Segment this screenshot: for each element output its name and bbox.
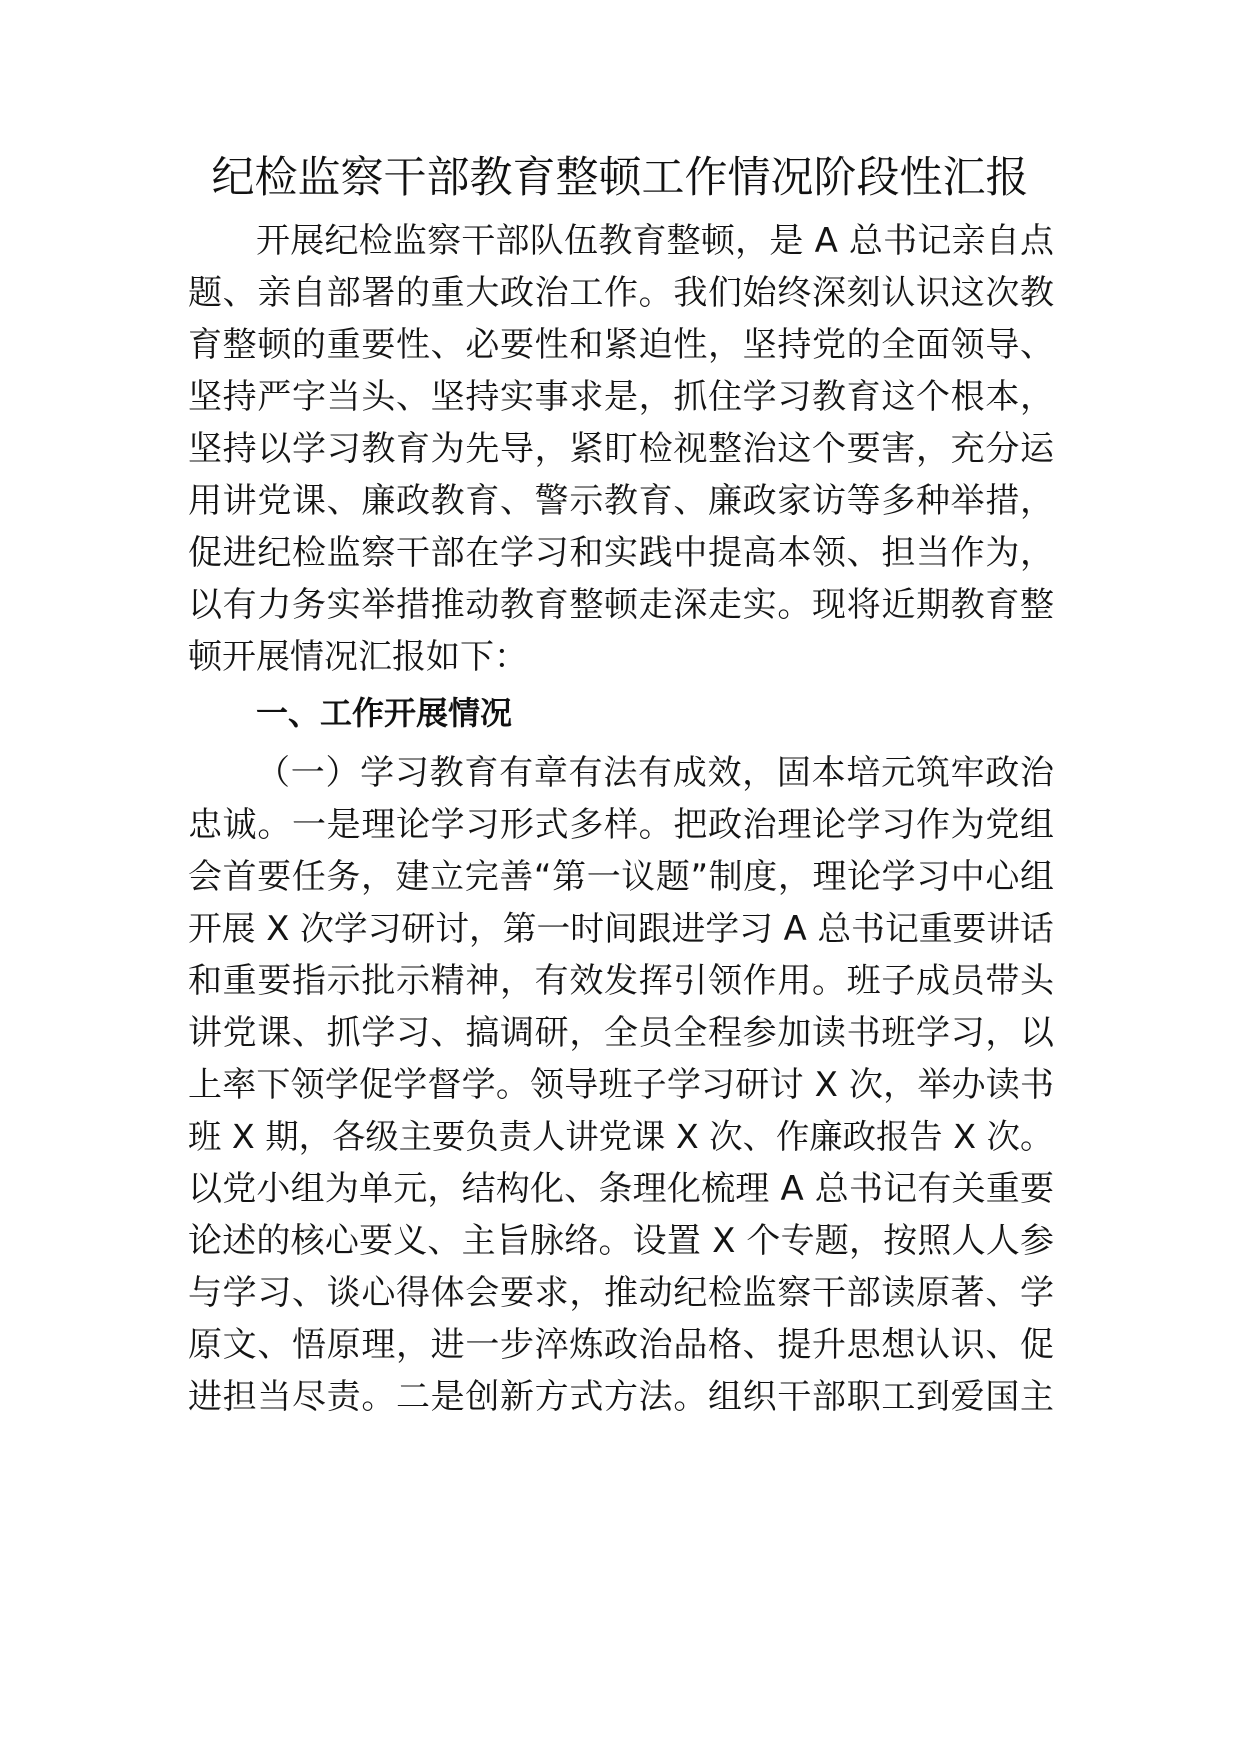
paragraph-line: 开展 X 次学习研讨，第一时间跟进学习 A 总书记重要讲话 [188, 909, 1054, 948]
paragraph-line: （一）学习教育有章有法有成效，固本培元筑牢政治 [256, 753, 1054, 793]
paragraph-line: 和重要指示批示精神，有效发挥引领作用。班子成员带头 [188, 961, 1054, 1001]
paragraph-line: 坚持严字当头、坚持实事求是，抓住学习教育这个根本， [188, 377, 1054, 417]
paragraph-line: 论述的核心要义、主旨脉络。设置 X 个专题，按照人人参 [188, 1221, 1054, 1261]
paragraph-line: 以党小组为单元，结构化、条理化梳理 A 总书记有关重要 [188, 1169, 1054, 1209]
paragraph-line: 班 X 期，各级主要负责人讲党课 X 次、作廉政报告 X 次。 [188, 1117, 1054, 1156]
document-title: 纪检监察干部教育整顿工作情况阶段性汇报 [211, 153, 1029, 203]
paragraph-line: 原文、悟原理，进一步淬炼政治品格、提升思想认识、促 [188, 1325, 1054, 1365]
paragraph-line: 与学习、谈心得体会要求，推动纪检监察干部读原著、学 [188, 1273, 1054, 1313]
paragraph-line: 育整顿的重要性、必要性和紧迫性，坚持党的全面领导、 [188, 325, 1054, 365]
paragraph-line: 讲党课、抓学习、搞调研，全员全程参加读书班学习，以 [188, 1013, 1054, 1053]
paragraph-line: 进担当尽责。二是创新方式方法。组织干部职工到爱国主 [188, 1377, 1054, 1417]
paragraph-line: 开展纪检监察干部队伍教育整顿，是 A 总书记亲自点 [256, 221, 1054, 261]
paragraph-line: 顿开展情况汇报如下： [188, 637, 528, 677]
paragraph-line: 会首要任务，建立完善“第一议题”制度，理论学习中心组 [188, 857, 1054, 897]
paragraph-line: 用讲党课、廉政教育、警示教育、廉政家访等多种举措， [188, 481, 1054, 521]
paragraph-line: 促进纪检监察干部在学习和实践中提高本领、担当作为， [188, 533, 1054, 573]
paragraph-line: 题、亲自部署的重大政治工作。我们始终深刻认识这次教 [188, 273, 1054, 313]
section-heading: 一、工作开展情况 [256, 694, 513, 732]
paragraph-line: 上率下领学促学督学。领导班子学习研讨 X 次，举办读书 [188, 1065, 1054, 1105]
paragraph-line: 忠诚。一是理论学习形式多样。把政治理论学习作为党组 [188, 805, 1054, 845]
paragraph-line: 以有力务实举措推动教育整顿走深走实。现将近期教育整 [188, 585, 1054, 625]
paragraph-line: 坚持以学习教育为先导，紧盯检视整治这个要害，充分运 [188, 429, 1054, 469]
